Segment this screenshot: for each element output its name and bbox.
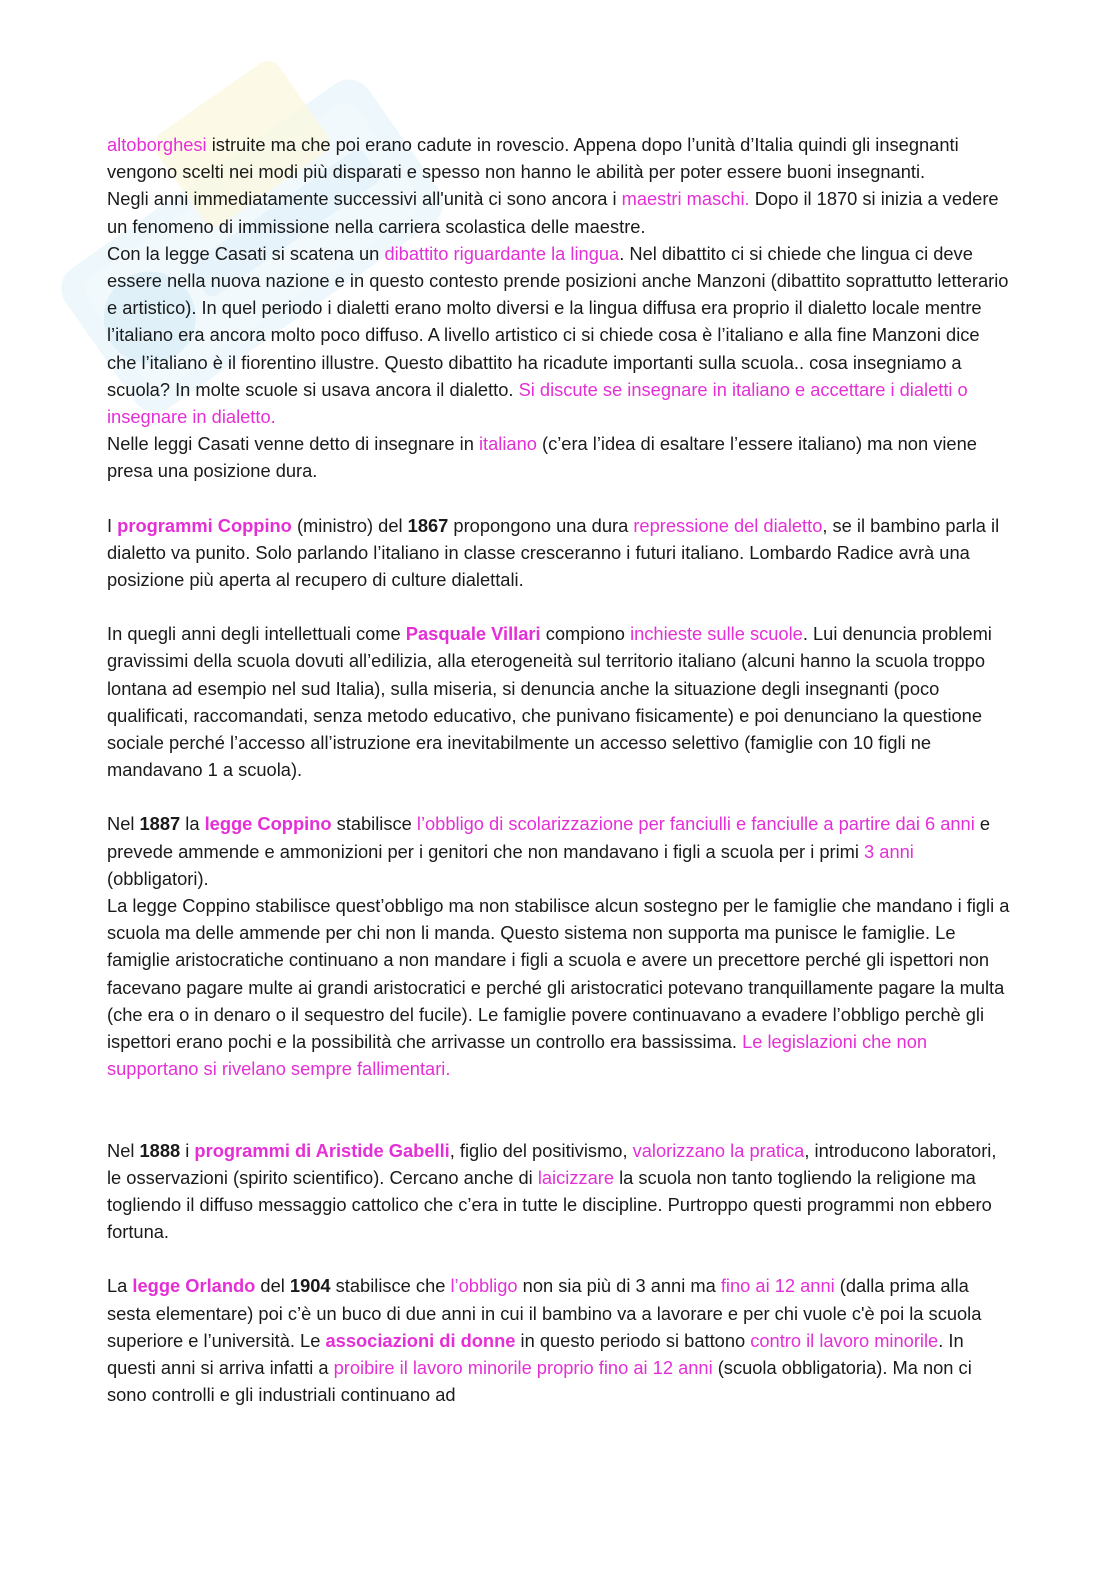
- paragraph: [107, 131, 1012, 185]
- text-run: in questo periodo si battono: [515, 1329, 751, 1351]
- text-run: La: [107, 1275, 133, 1297]
- highlighted-text: altoborghesi: [107, 134, 207, 155]
- text-run: del: [255, 1275, 290, 1297]
- paragraph-spacer: [107, 1245, 1012, 1272]
- text-run: propongono una dura: [448, 514, 634, 536]
- highlighted-text: legge Coppino: [204, 813, 332, 835]
- text-run: non sia più di 3 anni ma: [517, 1275, 721, 1297]
- highlighted-text: 1867: [407, 514, 449, 536]
- paragraph: [107, 810, 1012, 892]
- text-run: Negli anni immediatamente successivi all'unità ci sono ancora i: [107, 188, 622, 210]
- text-run: (ministro) del: [291, 514, 408, 536]
- paragraph-spacer: [107, 593, 1012, 620]
- highlighted-text: l’obbligo di scolarizzazione per fanciulli e fanciulle a partire dai 6 anni: [416, 813, 975, 835]
- highlighted-text: repressione del dialetto: [633, 514, 823, 536]
- text-run: istruite ma che poi erano cadute in rovescio. Appena dopo l’unità d’Italia quindi gli insegnanti vengono scelti nei modi più disparati e spesso non hanno le abilità per poter essere buoni insegnanti.: [107, 134, 959, 183]
- highlighted-text: dibattito riguardante la lingua: [384, 242, 620, 264]
- paragraph: [107, 240, 1012, 430]
- paragraph: [107, 1272, 1012, 1408]
- paragraph-spacer: [107, 783, 1012, 810]
- text-run: Nel: [107, 1139, 140, 1161]
- text-run: , figlio del positivismo,: [449, 1139, 633, 1161]
- highlighted-text: contro il lavoro minorile: [750, 1329, 939, 1351]
- text-run: stabilisce che: [330, 1275, 451, 1297]
- highlighted-text: valorizzano la pratica: [632, 1139, 805, 1161]
- text-run: . Lui denuncia problemi gravissimi della scuola dovuti all’edilizia, alla eterogeneità sul territorio italiano (alcuni hanno la scuola troppo lontana ad esempio nel sud Italia), sulla miseria, si denuncia anche la situazione degli insegnanti (poco qualificati, raccomandati, senza metodo educativo, che punivano fisicamente) e poi denunciano la questione sociale perché l’accesso all’istruzione era inevitabilmente un accesso selettivo (famiglie con 10 figli ne mandavano 1 a scuola).: [107, 623, 992, 781]
- highlighted-text: inchieste sulle scuole: [630, 623, 803, 645]
- highlighted-text: legge Orlando: [132, 1275, 256, 1297]
- paragraph: [107, 430, 1012, 484]
- highlighted-text: 1888: [139, 1139, 181, 1161]
- text-run: i: [180, 1139, 195, 1161]
- text-run: Dopo il 1870 si inizia a vedere un fenomeno di immissione nella carriera scolastica delle maestre.: [107, 188, 999, 237]
- text-run: la scuola non tanto togliendo la religione ma togliendo il diffuso messaggio cattolico che c’era in tutte le discipline. Purtroppo questi programmi non ebbero fortuna.: [107, 1166, 992, 1243]
- paragraph: [107, 1137, 1012, 1246]
- document-body: [107, 131, 1012, 1408]
- highlighted-text: maestri maschi.: [621, 188, 750, 210]
- text-run: e prevede ammende e ammonizioni per i genitori che non mandavano i figli a scuola per i primi: [107, 813, 991, 862]
- highlighted-text: programmi di Aristide Gabelli: [194, 1139, 450, 1161]
- text-run: (obbligatori).: [107, 867, 209, 889]
- highlighted-text: italiano: [478, 433, 537, 455]
- text-run: . In questi anni si arriva infatti a: [107, 1329, 964, 1378]
- highlighted-text: proibire il lavoro minorile proprio fino ai 12 anni: [333, 1356, 713, 1378]
- text-run: In quegli anni degli intellettuali come: [107, 623, 406, 645]
- paragraph-spacer: [107, 485, 1012, 512]
- highlighted-text: Pasquale Villari: [405, 623, 541, 645]
- text-run: . Nel dibattito ci si chiede che lingua ci deve essere nella nuova nazione e in questo contesto prende posizioni anche Manzoni (dibattito soprattutto letterario e artistico). In quel periodo i dialetti erano molto diversi e la lingua diffusa era proprio il dialetto locale mentre l’italiano era ancora molto poco diffuso. A livello artistico ci si chiede cosa è l’italiano e alla fine Manzoni dice che l’italiano è il fiorentino illustre. Questo dibattito ha ricadute importanti sulla scuola.. cosa insegniamo a scuola? In molte scuole si usava ancora il dialetto.: [107, 242, 1009, 400]
- highlighted-text: 1887: [139, 813, 181, 835]
- highlighted-text: l’obbligo: [450, 1275, 518, 1297]
- paragraph: [107, 892, 1012, 1082]
- text-run: La legge Coppino stabilisce quest’obbligo ma non stabilisce alcun sostegno per le famiglie che mandano i figli a scuola ma delle ammende per chi non li manda. Questo sistema non supporta ma punisce le famiglie. Le famiglie aristocratiche continuano a non mandare i figli a scuola e avere un precettore perché gli ispettori non facevano pagare multe ai grandi aristocratici e perché gli aristocratici potevano tranquillamente pagare la multa (che era o in denaro o il sequestro del fucile). Le famiglie povere continuavano a evadere l’obbligo perchè gli ispettori erano pochi e la possibilità che arrivasse un controllo era bassissima.: [107, 895, 1010, 1053]
- text-run: (dalla prima alla sesta elementare) poi c’è un buco di due anni in cui il bambino va a lavorare e per chi vuole c'è poi la scuola superiore e l’università. Le: [107, 1275, 982, 1351]
- highlighted-text: laicizzare: [537, 1166, 615, 1188]
- text-run: , se il bambino parla il dialetto va punito. Solo parlando l’italiano in classe cresceranno i futuri italiano. Lombardo Radice avrà una posizione più aperta al recupero di culture dialettali.: [107, 514, 1000, 591]
- text-run: Nel: [107, 813, 140, 835]
- highlighted-text: programmi Coppino: [117, 514, 292, 536]
- highlighted-text: associazioni di donne: [325, 1329, 516, 1351]
- text-run: (scuola obbligatoria). Ma non ci sono controlli e gli industriali continuano ad: [107, 1356, 972, 1406]
- text-run: stabilisce: [331, 813, 417, 835]
- text-run: , introducono laboratori, le osservazioni (spirito scientifico). Cercano anche di: [107, 1139, 997, 1188]
- highlighted-text: 1904: [289, 1275, 331, 1297]
- highlighted-text: Si discute se insegnare in italiano e accettare i dialetti o insegnare in dialetto.: [107, 378, 968, 428]
- text-run: Con la legge Casati si scatena un: [107, 242, 385, 264]
- text-run: Nelle leggi Casati venne detto di insegnare in: [107, 433, 479, 455]
- text-run: la: [180, 813, 205, 835]
- text-run: I: [107, 514, 118, 536]
- highlighted-text: Le legislazioni che non supportano si rivelano sempre fallimentari.: [107, 1031, 928, 1080]
- paragraph: [107, 512, 1012, 594]
- paragraph-spacer: [107, 1083, 1012, 1137]
- paragraph: [107, 620, 1012, 783]
- text-run: (c’era l’idea di esaltare l’essere italiano) ma non viene presa una posizione dura.: [107, 433, 977, 482]
- text-run: compiono: [540, 623, 631, 645]
- highlighted-text: fino ai 12 anni: [720, 1275, 835, 1297]
- highlighted-text: 3 anni: [864, 840, 914, 862]
- paragraph: [107, 185, 1012, 239]
